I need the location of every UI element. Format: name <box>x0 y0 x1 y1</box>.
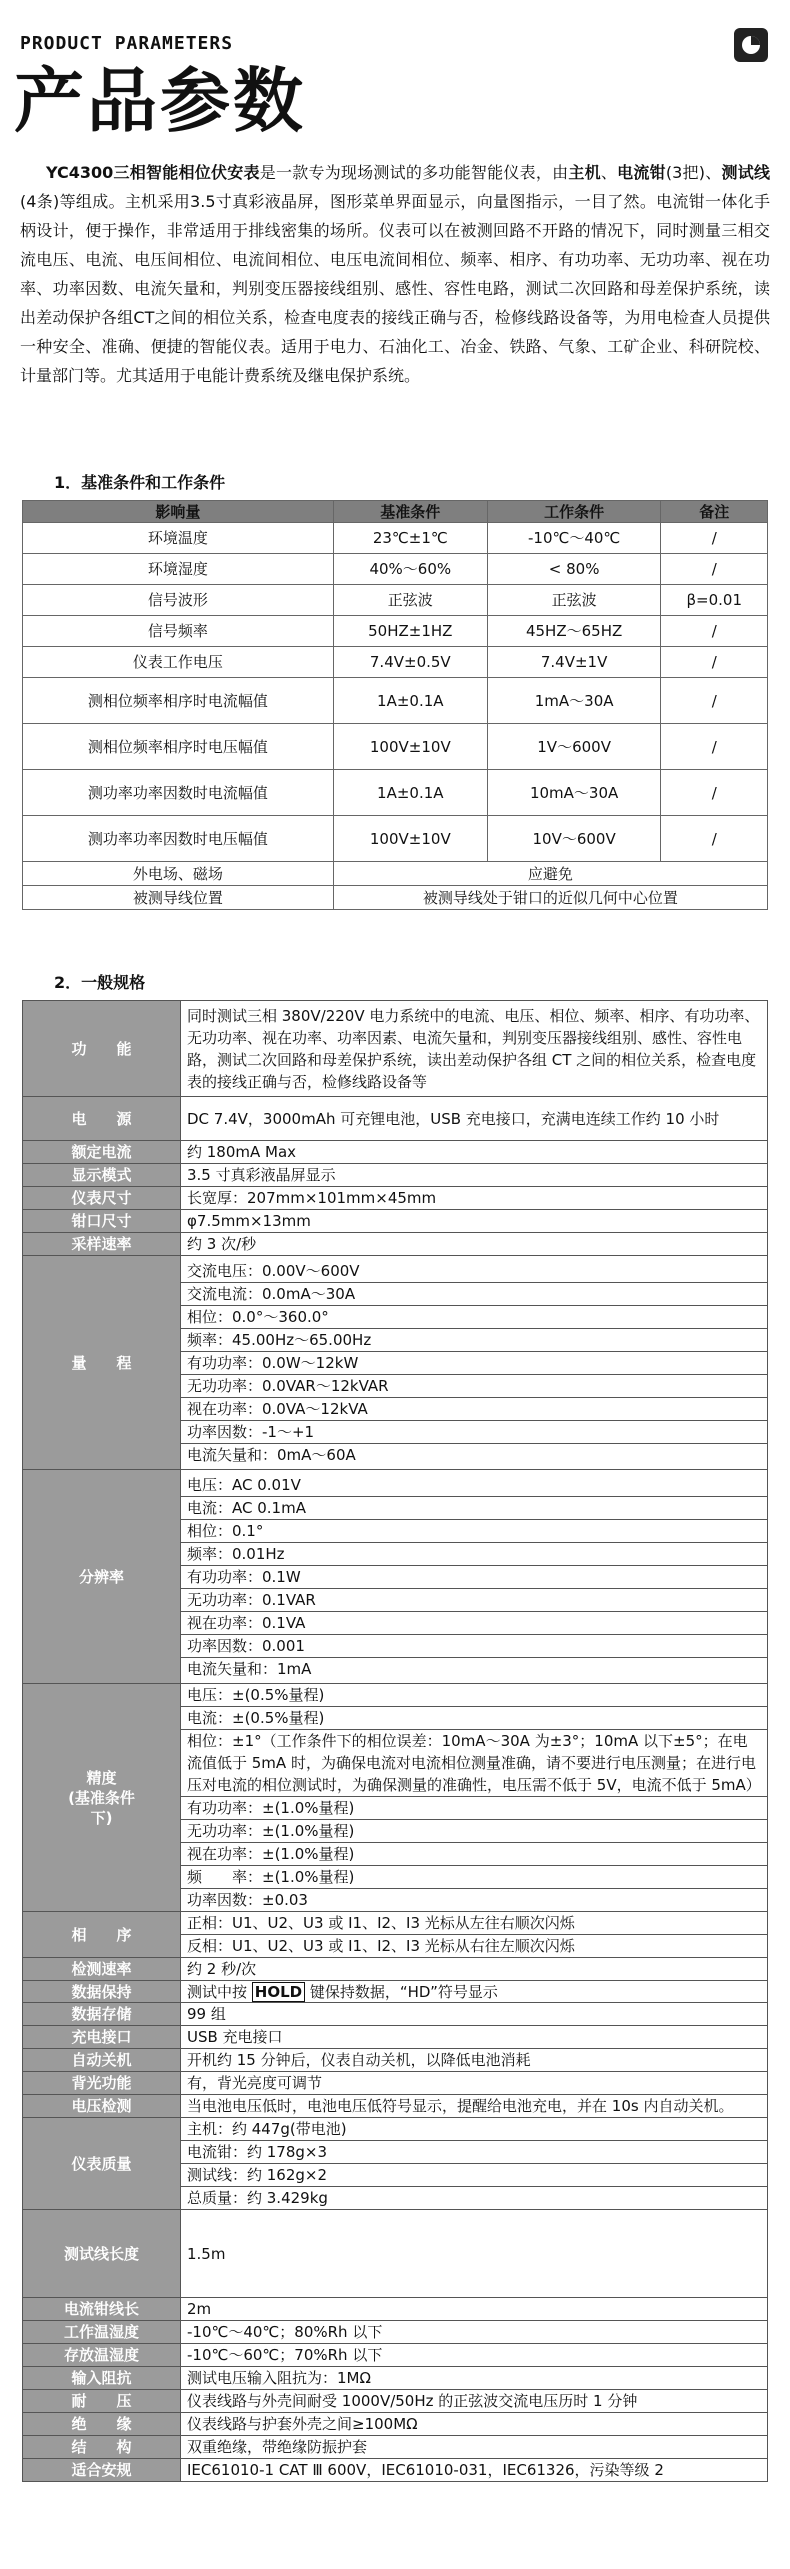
spec-row <box>23 2344 768 2367</box>
spec-value-line: 正相：U1、U2、U3 或 I1、I2、I3 光标从左往右顺次闪烁 <box>181 1912 767 1935</box>
spec-value-line: USB 充电接口 <box>187 2028 283 2046</box>
spec-row <box>23 1141 768 1164</box>
spec-value-line: 电流：±(0.5%量程) <box>181 1707 767 1730</box>
table-cell: 信号波形 <box>23 585 334 616</box>
table-cell: 1mA～30A <box>487 678 661 724</box>
spec-row <box>23 1684 768 1912</box>
table-cell: 1V～600V <box>487 724 661 770</box>
spec-value-line: 视在功率：0.0VA～12kVA <box>181 1398 767 1421</box>
spec-key: 工作温湿度 <box>23 2321 181 2344</box>
table-cell: / <box>661 523 768 554</box>
spec-key: 额定电流 <box>23 1141 181 1164</box>
spec-row <box>23 2321 768 2344</box>
spec-value-line: 同时测试三相 380V/220V 电力系统中的电流、电压、相位、频率、相序、有功功率、无功功率、视在功率、功率因素、电流矢量和，判别变压器接线组别、感性、容性电路，测试二次回路和母差保护系统，读出差动保护各组 CT 之间的相位关系，检查电度表的接线正确与否，检修线路设备等 <box>187 1006 760 1091</box>
spec-value <box>181 1470 768 1684</box>
spec-row <box>23 1256 768 1470</box>
spec-key: 适合安规 <box>23 2459 181 2482</box>
table-cell: 正弦波 <box>333 585 487 616</box>
table-row <box>23 554 768 585</box>
spec-value <box>181 1684 768 1912</box>
table-row <box>23 585 768 616</box>
spec-value-line: 仪表线路与外壳间耐受 1000V/50Hz 的正弦波交流电压历时 1 分钟 <box>187 2392 638 2410</box>
table-cell: 10V～600V <box>487 816 661 862</box>
spec-row <box>23 1097 768 1141</box>
spec-row <box>23 1187 768 1210</box>
table-cell: 50HZ±1HZ <box>333 616 487 647</box>
spec-value <box>181 1958 768 1981</box>
table-cell: 1A±0.1A <box>333 678 487 724</box>
spec-value-line: 有功功率：±(1.0%量程) <box>181 1797 767 1820</box>
spec-key: 电压检测 <box>23 2095 181 2118</box>
table-row <box>23 862 768 886</box>
table-row <box>23 678 768 724</box>
table-cell: 7.4V±1V <box>487 647 661 678</box>
spec-row <box>23 2003 768 2026</box>
spec-row <box>23 2072 768 2095</box>
spec-value <box>181 1097 768 1141</box>
spec-key: 自动关机 <box>23 2049 181 2072</box>
table-cell: 正弦波 <box>487 585 661 616</box>
table-row <box>23 886 768 910</box>
table-cell: 环境温度 <box>23 523 334 554</box>
table-row <box>23 816 768 862</box>
hold-pre: 测试中按 <box>187 1982 252 2001</box>
spec-row <box>23 1981 768 2003</box>
spec-value-line: 功率因数：-1～+1 <box>181 1421 767 1444</box>
spec-key: 结 构 <box>23 2436 181 2459</box>
spec-row <box>23 1164 768 1187</box>
spec-value-line: 视在功率：0.1VA <box>181 1612 767 1635</box>
spec-value-line: 电流：AC 0.1mA <box>181 1497 767 1520</box>
table-row <box>23 647 768 678</box>
table-cell: 仪表工作电压 <box>23 647 334 678</box>
spec-value-line: 交流电压：0.00V～600V <box>181 1260 767 1283</box>
spec-value-line: 约 180mA Max <box>187 1143 297 1161</box>
spec-key: 分辨率 <box>23 1470 181 1684</box>
spec-row <box>23 2049 768 2072</box>
spec-value <box>181 1187 768 1210</box>
table-cell: 外电场、磁场 <box>23 862 334 886</box>
spec-value-line: 相位：0.0°～360.0° <box>181 1306 767 1329</box>
spec-value-line: 视在功率：±(1.0%量程) <box>181 1843 767 1866</box>
spec-value-line: 无功功率：0.0VAR～12kVAR <box>181 1375 767 1398</box>
table-cell: 100V±10V <box>333 816 487 862</box>
spec-value <box>181 2390 768 2413</box>
intro-paragraph: YC4300三相智能相位伏安表是一款专为现场测试的多功能智能仪表，由主机、电流钳(3把)、测试线(4条)等组成。主机采用3.5寸真彩液晶屏，图形菜单界面显示，向量图指示，一目了然。电流钳一体化手柄设计，便于操作，非常适用于排线密集的场所。仪表可以在被测回路不开路的情况下，同时测量三相交流电压、电流、电压间相位、电流间相位、电压电流间相位、频率、相序、有功功率、无功功率、视在功率、功率因数、电流矢量和，判别变压器接线组别、感性、容性电路，测试二次回路和母差保护系统，读出差动保护各组CT之间的相位关系，检查电度表的接线正确与否，检修线路设备等，为用电检查人员提供一种安全、准确、便捷的智能仪表。适用于电力、石油化工、冶金、铁路、气象、工矿企业、科研院校、计量部门等。尤其适用于电能计费系统及继电保护系统。 <box>20 163 770 385</box>
table-cell: 应避免 <box>333 862 767 886</box>
brand-logo-icon <box>734 28 768 62</box>
spec-value-line: 99 组 <box>187 2005 226 2023</box>
table-cell: 10mA～30A <box>487 770 661 816</box>
spec-value-line: 相位：±1°（工作条件下的相位误差：10mA～30A 为±3°；10mA 以下±5°；在电流值低于 5mA 时，为确保电流对电流相位测量准确，请不要进行电压测量；在进行电压对电流的相位测试时，为确保测量的准确性，电压需不低于 5V，电流不低于 5mA） <box>181 1730 767 1797</box>
spec-key: 数据保持 <box>23 1981 181 2003</box>
spec-key: 电 源 <box>23 1097 181 1141</box>
spec-key: 电流钳线长 <box>23 2298 181 2321</box>
spec-key: 存放温湿度 <box>23 2344 181 2367</box>
spec-value-line: IEC61010-1 CAT Ⅲ 600V，IEC61010-031，IEC61326，污染等级 2 <box>187 2461 664 2479</box>
spec-value-line: 交流电流：0.0mA～30A <box>181 1283 767 1306</box>
spec-value-line: 1.5m <box>187 2244 226 2263</box>
spec-key: 数据存储 <box>23 2003 181 2026</box>
table-cell: 被测导线处于钳口的近似几何中心位置 <box>333 886 767 910</box>
spec-value-line: 当电池电压低时，电池电压低符号显示，提醒给电池充电，并在 10s 内自动关机。 <box>187 2097 734 2115</box>
spec-value-line: 测试线：约 162g×2 <box>181 2164 767 2187</box>
table-cell: 信号频率 <box>23 616 334 647</box>
spec-value-line: 频率：0.01Hz <box>181 1543 767 1566</box>
spec-value-line: 有功功率：0.1W <box>181 1566 767 1589</box>
spec-value-line: 仪表线路与护套外壳之间≥100MΩ <box>187 2415 418 2433</box>
spec-value <box>181 1233 768 1256</box>
table-cell: / <box>661 554 768 585</box>
spec-value-line: 电流矢量和：0mA～60A <box>187 1445 356 1464</box>
spec-key: 测试线长度 <box>23 2210 181 2298</box>
table-cell: / <box>661 678 768 724</box>
spec-row <box>23 2298 768 2321</box>
table-cell: / <box>661 647 768 678</box>
spec-value <box>181 2072 768 2095</box>
spec-value <box>181 2321 768 2344</box>
spec-value <box>181 1141 768 1164</box>
table-cell: 45HZ～65HZ <box>487 616 661 647</box>
spec-value <box>181 1981 768 2003</box>
spec-value <box>181 2298 768 2321</box>
spec-value <box>181 2344 768 2367</box>
spec-value-line: 总质量：约 3.429kg <box>187 2189 328 2207</box>
spec-value-line: DC 7.4V，3000mAh 可充锂电池，USB 充电接口，充满电连续工作约 10 小时 <box>187 1109 720 1128</box>
spec-row <box>23 2459 768 2482</box>
spec-value-line: 无功功率：±(1.0%量程) <box>181 1820 767 1843</box>
spec-value-line: -10℃～60℃；70%Rh 以下 <box>187 2346 383 2364</box>
spec-value-line: 双重绝缘，带绝缘防振护套 <box>187 2438 368 2456</box>
table-cell: 测相位频率相序时电流幅值 <box>23 678 334 724</box>
spec-value-line: 频率：45.00Hz～65.00Hz <box>181 1329 767 1352</box>
table-cell: 40%～60% <box>333 554 487 585</box>
spec-value <box>181 2118 768 2210</box>
spec-value-line: 测试电压输入阻抗为：1MΩ <box>187 2369 371 2387</box>
table-row <box>23 616 768 647</box>
spec-key: 耐 压 <box>23 2390 181 2413</box>
table-cell: 被测导线位置 <box>23 886 334 910</box>
spec-value <box>181 2026 768 2049</box>
table-cell: / <box>661 816 768 862</box>
table-cell: 23℃±1℃ <box>333 523 487 554</box>
spec-key: 精度 (基准条件 下) <box>23 1684 181 1912</box>
table-header-cell: 工作条件 <box>487 501 661 523</box>
table-cell: / <box>661 616 768 647</box>
table-header-cell: 基准条件 <box>333 501 487 523</box>
spec-row <box>23 2095 768 2118</box>
table-cell: 100V±10V <box>333 724 487 770</box>
spec-row <box>23 1470 768 1684</box>
header-en-title: PRODUCT PARAMETERS <box>20 33 234 54</box>
table-cell: 测功率功率因数时电流幅值 <box>23 770 334 816</box>
spec-value-line: 无功功率：0.1VAR <box>181 1589 767 1612</box>
spec-value-line: 约 3 次/秒 <box>187 1235 257 1253</box>
spec-row <box>23 2118 768 2210</box>
spec-value-line: 电压：AC 0.01V <box>181 1474 767 1497</box>
spec-value-line: 电流钳：约 178g×3 <box>181 2141 767 2164</box>
conditions-table <box>22 500 768 910</box>
spec-value-line: 频 率：±(1.0%量程) <box>181 1866 767 1889</box>
table-cell: / <box>661 770 768 816</box>
spec-key: 采样速率 <box>23 1233 181 1256</box>
spec-value <box>181 2210 768 2298</box>
spec-key: 功 能 <box>23 1001 181 1097</box>
spec-value <box>181 1210 768 1233</box>
spec-row <box>23 2413 768 2436</box>
spec-value-line: 功率因数：±0.03 <box>187 1891 308 1909</box>
spec-value <box>181 1912 768 1958</box>
table-cell: / <box>661 724 768 770</box>
spec-value <box>181 1256 768 1470</box>
spec-value <box>181 2003 768 2026</box>
spec-value <box>181 2049 768 2072</box>
spec-key: 背光功能 <box>23 2072 181 2095</box>
spec-value-line: 有，背光亮度可调节 <box>187 2074 323 2092</box>
table-cell: -10℃～40℃ <box>487 523 661 554</box>
spec-key: 钳口尺寸 <box>23 1210 181 1233</box>
spec-row <box>23 1233 768 1256</box>
spec-key: 量 程 <box>23 1256 181 1470</box>
page-title: 产品参数 <box>14 60 306 142</box>
table-row <box>23 770 768 816</box>
spec-row <box>23 2390 768 2413</box>
spec-value <box>181 2367 768 2390</box>
spec-value-line: 2m <box>187 2300 212 2318</box>
spec-row <box>23 1958 768 1981</box>
spec-key: 显示模式 <box>23 1164 181 1187</box>
spec-value <box>181 2436 768 2459</box>
spec-key: 仪表质量 <box>23 2118 181 2210</box>
table-cell: 1A±0.1A <box>333 770 487 816</box>
table-cell: 环境湿度 <box>23 554 334 585</box>
spec-row <box>23 2210 768 2298</box>
hold-post: 键保持数据，“HD”符号显示 <box>305 1982 498 2001</box>
spec-key: 相 序 <box>23 1912 181 1958</box>
table-cell: 7.4V±0.5V <box>333 647 487 678</box>
spec-value-line: 电压：±(0.5%量程) <box>181 1684 767 1707</box>
spec-value-line: 相位：0.1° <box>181 1520 767 1543</box>
table-row <box>23 724 768 770</box>
spec-key: 仪表尺寸 <box>23 1187 181 1210</box>
table-cell: β=0.01 <box>661 585 768 616</box>
spec-value-line: 3.5 寸真彩液晶屏显示 <box>187 1166 336 1184</box>
spec-row <box>23 1210 768 1233</box>
spec-value <box>181 1164 768 1187</box>
section2-title: 2．一般规格 <box>54 973 146 992</box>
spec-key: 绝 缘 <box>23 2413 181 2436</box>
table-row <box>23 523 768 554</box>
spec-value <box>181 2459 768 2482</box>
spec-value-line: 主机：约 447g(带电池) <box>181 2118 767 2141</box>
spec-key: 充电接口 <box>23 2026 181 2049</box>
spec-row <box>23 1001 768 1097</box>
spec-key: 检测速率 <box>23 1958 181 1981</box>
spec-value-line: 功率因数：0.001 <box>181 1635 767 1658</box>
spec-value <box>181 2095 768 2118</box>
spec-value-line: 电流矢量和：1mA <box>187 1659 312 1678</box>
spec-value-line: 长宽厚：207mm×101mm×45mm <box>187 1189 437 1207</box>
table-header-cell: 备注 <box>661 501 768 523</box>
table-header-cell: 影响量 <box>23 501 334 523</box>
spec-value-line: -10℃～40℃；80%Rh 以下 <box>187 2323 383 2341</box>
spec-row <box>23 2026 768 2049</box>
spec-value-line: φ7.5mm×13mm <box>187 1212 311 1230</box>
spec-value <box>181 1001 768 1097</box>
spec-row <box>23 2436 768 2459</box>
table-cell: < 80% <box>487 554 661 585</box>
spec-value-line: 有功功率：0.0W～12kW <box>181 1352 767 1375</box>
spec-key: 输入阻抗 <box>23 2367 181 2390</box>
spec-value-line: 约 2 秒/次 <box>187 1960 257 1978</box>
section1-title: 1．基准条件和工作条件 <box>54 473 226 492</box>
table-cell: 测功率功率因数时电压幅值 <box>23 816 334 862</box>
spec-row <box>23 2367 768 2390</box>
spec-value <box>181 2413 768 2436</box>
hold-key: HOLD <box>252 1982 305 2002</box>
table-cell: 测相位频率相序时电压幅值 <box>23 724 334 770</box>
spec-row <box>23 1912 768 1958</box>
spec-value-line: 开机约 15 分钟后，仪表自动关机，以降低电池消耗 <box>187 2051 531 2069</box>
specs-table <box>22 1000 768 2482</box>
spec-value-line: 反相：U1、U2、U3 或 I1、I2、I3 光标从右往左顺次闪烁 <box>187 1937 575 1955</box>
